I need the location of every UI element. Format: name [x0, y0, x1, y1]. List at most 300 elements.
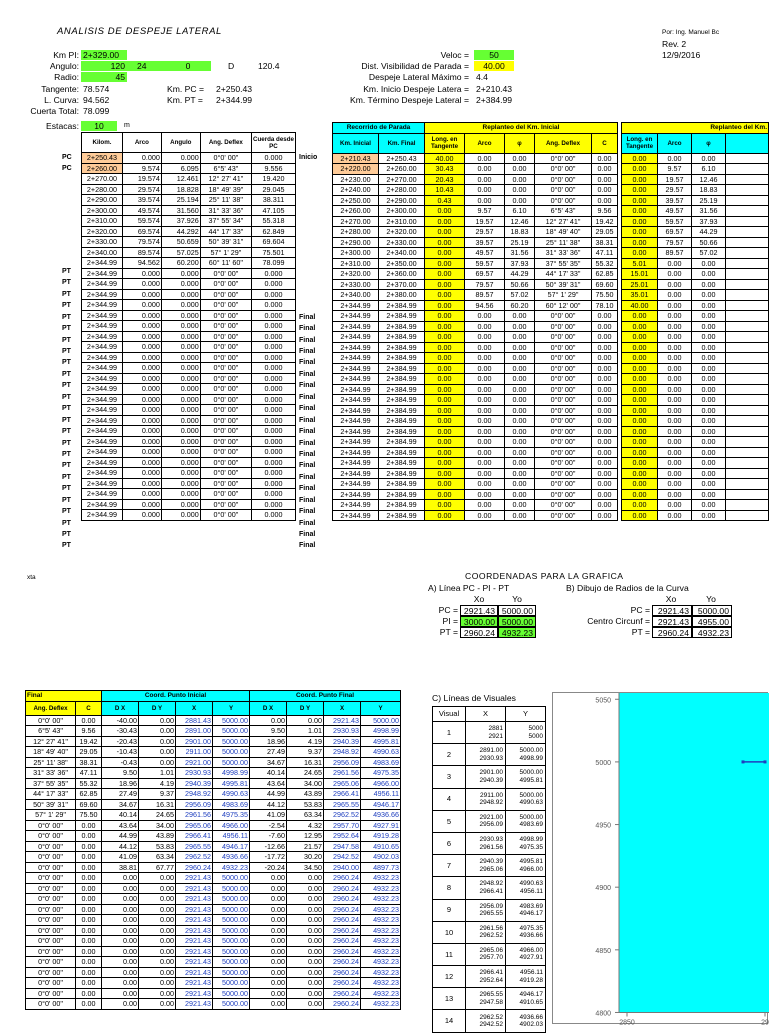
- table-cell: 0.00: [622, 510, 658, 521]
- visual-lines-coordinates-table: [25, 690, 401, 1010]
- table-cell: 60° 11' 60": [200, 258, 251, 269]
- table-cell: 5000.00: [213, 936, 250, 947]
- table-row: [333, 153, 425, 164]
- table-cell: 5000.00: [213, 915, 250, 926]
- table-cell: 60.20: [505, 300, 535, 311]
- x-start: 2891.00: [479, 747, 503, 755]
- table-cell: 0.00: [102, 957, 139, 968]
- column-header: Arco: [658, 133, 692, 153]
- column-header: Angulo: [161, 133, 200, 153]
- table-row: [82, 342, 296, 353]
- table-cell: 0.00: [622, 216, 658, 227]
- table-cell: 0.000: [161, 300, 200, 311]
- table-cell: 6°5' 43": [535, 206, 592, 217]
- table-cell: 25.194: [161, 195, 200, 206]
- table-cell: 0.00: [622, 416, 658, 427]
- table-row: [425, 416, 618, 427]
- table-row: [82, 226, 296, 237]
- point-label: PT: [62, 428, 71, 436]
- table-cell: 0.00: [287, 883, 324, 894]
- table-cell: 0.00: [76, 715, 102, 726]
- visual-y: [506, 988, 546, 1010]
- field-value[interactable]: 2+329.00: [81, 50, 127, 60]
- table-cell: 0°0' 00": [535, 353, 592, 364]
- table-cell: 43.89: [139, 831, 176, 842]
- table-cell: 0°0' 00": [535, 479, 592, 490]
- point-label: PC: [62, 153, 72, 161]
- table-cell: 2+344.99: [333, 353, 379, 364]
- table-cell: 2+340.00: [333, 290, 379, 301]
- table-cell: 0.00: [465, 311, 505, 322]
- table-cell: 2+300.00: [82, 205, 123, 216]
- table-cell: 59.574: [122, 216, 161, 227]
- clipped-cell: [726, 269, 769, 280]
- table-row: [26, 715, 401, 726]
- angle-seconds-field[interactable]: 0: [165, 61, 211, 71]
- table-cell: 0.000: [122, 415, 161, 426]
- table-cell: 6.10: [692, 164, 726, 175]
- table-cell: 0.00: [658, 353, 692, 364]
- table-cell: 0.00: [425, 258, 465, 269]
- visual-number: 6: [433, 832, 466, 854]
- table-cell: 2921.43: [176, 873, 213, 884]
- table-row: [622, 227, 769, 238]
- table-cell: 0.00: [505, 416, 535, 427]
- field-value[interactable]: 40.00: [474, 61, 514, 71]
- x-end: 2957.70: [479, 954, 503, 962]
- column-header: Km. Inicial: [333, 133, 379, 153]
- table-cell: 2+310.00: [82, 216, 123, 227]
- table-cell: 0.00: [465, 468, 505, 479]
- table-cell: 5000.00: [213, 715, 250, 726]
- table-cell: 0.00: [658, 342, 692, 353]
- table-cell: 5.01: [622, 258, 658, 269]
- table-cell: 6.10: [505, 206, 535, 217]
- table-cell: 25.19: [692, 195, 726, 206]
- table-cell: 0°0' 00": [535, 458, 592, 469]
- y-start: 5000.00: [519, 747, 543, 755]
- table-cell: 2+344.99: [82, 405, 123, 416]
- table-cell: 0.00: [505, 447, 535, 458]
- visual-number: 1: [433, 722, 466, 744]
- table-row: [82, 289, 296, 300]
- column-header: Y: [361, 701, 401, 715]
- clipped-cell: [726, 206, 769, 217]
- angle-minutes-field[interactable]: 24: [127, 61, 165, 71]
- x-end: 2952.64: [479, 976, 503, 984]
- table-row: [425, 269, 618, 280]
- coord-x: 3000.00: [460, 616, 498, 627]
- table-cell: 2921.43: [176, 904, 213, 915]
- table-header-row: [82, 133, 296, 153]
- table-cell: 0.00: [658, 489, 692, 500]
- table-row: [333, 321, 425, 332]
- table-cell: 0.00: [592, 500, 618, 511]
- field-label: Veloc =: [440, 50, 469, 60]
- clipped-cell: [726, 164, 769, 175]
- table-row: [622, 447, 769, 458]
- clipped-cell: [726, 248, 769, 259]
- table-cell: 2921.43: [176, 978, 213, 989]
- table-cell: 2+344.99: [333, 311, 379, 322]
- table-cell: 2+290.00: [82, 195, 123, 206]
- coord-y: 4955.00: [692, 616, 732, 627]
- table-cell: 0.000: [122, 321, 161, 332]
- table-cell: 69.60: [76, 799, 102, 810]
- table-row: [26, 841, 401, 852]
- table-cell: 2+240.00: [333, 185, 379, 196]
- table-row: [622, 248, 769, 259]
- table-cell: 0.00: [76, 831, 102, 842]
- table-cell: 27.49: [102, 789, 139, 800]
- clipped-cell: [726, 227, 769, 238]
- table-cell: 2+344.99: [82, 363, 123, 374]
- table-cell: 2+344.99: [333, 489, 379, 500]
- table-row: [26, 820, 401, 831]
- table-cell: 0.000: [122, 268, 161, 279]
- table-row: [425, 290, 618, 301]
- table-row: [425, 216, 618, 227]
- table-row: [82, 205, 296, 216]
- table-row: [26, 978, 401, 989]
- table-cell: 29.57: [465, 227, 505, 238]
- x-end: 2921: [488, 732, 503, 740]
- table-cell: 0.00: [692, 321, 726, 332]
- table-cell: 0.000: [161, 384, 200, 395]
- table-cell: 2962.52: [324, 810, 361, 821]
- table-cell: 2+384.99: [379, 416, 425, 427]
- visual-x: [466, 766, 506, 788]
- table-cell: 0.00: [425, 290, 465, 301]
- table-cell: 2952.64: [324, 831, 361, 842]
- table-row: [333, 479, 425, 490]
- table-cell: 0.00: [76, 999, 102, 1010]
- table-cell: 2+344.99: [333, 395, 379, 406]
- table-cell: 0.00: [658, 258, 692, 269]
- table-cell: 2+344.99: [82, 468, 123, 479]
- table-cell: 0.00: [465, 500, 505, 511]
- chart-area[interactable]: [552, 692, 769, 1027]
- table-cell: 0.000: [122, 289, 161, 300]
- field-value[interactable]: 10: [81, 121, 117, 131]
- table-cell: 0.00: [622, 384, 658, 395]
- table-cell: 0.00: [622, 174, 658, 185]
- table-cell: 0.00: [658, 363, 692, 374]
- table-cell: 0.00: [658, 479, 692, 490]
- table-header-row: [26, 701, 401, 715]
- table-cell: 34.50: [287, 862, 324, 873]
- table-cell: 24.65: [139, 810, 176, 821]
- table-row: [26, 894, 401, 905]
- table-cell: 0.000: [251, 342, 295, 353]
- x-end: 2961.56: [479, 843, 503, 851]
- stage-label: Final: [299, 519, 316, 527]
- table-cell: 0.000: [161, 279, 200, 290]
- visual-y: [506, 966, 546, 988]
- table-cell: 2+380.00: [379, 290, 425, 301]
- field-value[interactable]: 50: [474, 50, 514, 60]
- visual-y: [506, 943, 546, 965]
- table-cell: 0.00: [425, 395, 465, 406]
- table-cell: 4966.00: [361, 778, 401, 789]
- table-cell: 0°0' 00": [200, 510, 251, 521]
- visual-x: [466, 943, 506, 965]
- table-cell: 12.95: [287, 831, 324, 842]
- table-row: [333, 185, 425, 196]
- x-end: 2956.09: [479, 821, 503, 829]
- table-cell: 0.00: [505, 342, 535, 353]
- table-cell: 0.00: [139, 978, 176, 989]
- table-cell: 0.00: [592, 479, 618, 490]
- field-value[interactable]: 45: [81, 72, 127, 82]
- clipped-cell: [726, 510, 769, 521]
- table-cell: 19.42: [76, 736, 102, 747]
- table-cell: 2+344.99: [82, 268, 123, 279]
- clipped-cell: [726, 468, 769, 479]
- y-end: 4956.11: [519, 887, 543, 895]
- table-cell: 12° 27' 41": [26, 736, 76, 747]
- table-cell: 0.000: [161, 468, 200, 479]
- yo-header: Yo: [706, 594, 716, 604]
- table-cell: 40.00: [622, 300, 658, 311]
- table-row: [26, 988, 401, 999]
- table-cell: 29.05: [76, 747, 102, 758]
- y-start: 4936.66: [519, 1013, 543, 1021]
- table-cell: 0.00: [139, 747, 176, 758]
- table-row: [622, 363, 769, 374]
- stage-label: Final: [299, 336, 316, 344]
- point-label: PT: [62, 519, 71, 527]
- table-cell: 2921.43: [176, 883, 213, 894]
- stage-label: Final: [299, 393, 316, 401]
- table-cell: 0.00: [139, 999, 176, 1010]
- column-header: Arco: [465, 133, 505, 153]
- table-cell: 5000.00: [213, 946, 250, 957]
- clipped-text-fragment: xta: [27, 574, 36, 581]
- table-row: [622, 489, 769, 500]
- table-cell: 2+330.00: [379, 237, 425, 248]
- table-cell: 0.00: [250, 957, 287, 968]
- visual-x: [466, 722, 506, 744]
- table-cell: 0.00: [102, 967, 139, 978]
- table-cell: 0.00: [505, 426, 535, 437]
- table-cell: 4932.23: [361, 904, 401, 915]
- x-start: 2911.00: [479, 791, 503, 799]
- table-cell: 0°0' 00": [26, 936, 76, 947]
- x-start: 2930.93: [479, 836, 503, 844]
- table-cell: 0.00: [658, 300, 692, 311]
- table-row: [622, 479, 769, 490]
- table-cell: 0.00: [425, 321, 465, 332]
- column-header: Long. en Tangente: [425, 133, 465, 153]
- table-cell: 31.56: [505, 248, 535, 259]
- table-cell: 0.00: [465, 195, 505, 206]
- table-row: [622, 384, 769, 395]
- table-cell: 0.000: [161, 352, 200, 363]
- visual-number: 2: [433, 744, 466, 766]
- table-row: [622, 374, 769, 385]
- table-cell: 49.57: [465, 248, 505, 259]
- table-cell: 9.556: [251, 163, 295, 174]
- table-row: [82, 415, 296, 426]
- table-cell: 0.00: [692, 468, 726, 479]
- clipped-cell: [726, 195, 769, 206]
- table-cell: 0.00: [592, 405, 618, 416]
- table-cell: 0.00: [250, 873, 287, 884]
- table-cell: 0°0' 00": [26, 831, 76, 842]
- table-cell: 50° 39' 31": [26, 799, 76, 810]
- table-cell: 19.42: [592, 216, 618, 227]
- table-cell: 0.00: [692, 426, 726, 437]
- table-row: [333, 195, 425, 206]
- clipped-cell: [726, 332, 769, 343]
- table-cell: 0.00: [692, 311, 726, 322]
- field-label: Despeje Lateral Máximo =: [368, 72, 469, 82]
- clipped-cell: [726, 405, 769, 416]
- table-cell: 44.292: [161, 226, 200, 237]
- clipped-cell: [726, 489, 769, 500]
- table-cell: 0.00: [658, 269, 692, 280]
- visual-number: 9: [433, 899, 466, 921]
- table-cell: 2+384.99: [379, 458, 425, 469]
- table-cell: 2+344.99: [333, 321, 379, 332]
- table-cell: 55.32: [592, 258, 618, 269]
- table-cell: 41.09: [250, 810, 287, 821]
- table-row: [82, 216, 296, 227]
- table-cell: 4936.66: [213, 852, 250, 863]
- table-row: [333, 342, 425, 353]
- column-header: Y: [506, 707, 546, 722]
- table-row: [333, 384, 425, 395]
- visuales-title: C) Líneas de Visuales: [432, 693, 516, 703]
- table-cell: 0.000: [251, 331, 295, 342]
- table-cell: 0.00: [465, 174, 505, 185]
- stage-label: Final: [299, 313, 316, 321]
- table-cell: 0.00: [287, 925, 324, 936]
- table-cell: 0.00: [658, 279, 692, 290]
- table-cell: 0.00: [692, 405, 726, 416]
- stage-label: Inicio: [299, 153, 318, 161]
- table-row: [82, 384, 296, 395]
- table-cell: 0.00: [139, 715, 176, 726]
- table-cell: 0.00: [622, 353, 658, 364]
- table-cell: 5000.00: [213, 736, 250, 747]
- stopping-distance-table: [332, 122, 425, 521]
- table-cell: 0°0' 00": [200, 426, 251, 437]
- table-cell: 2+344.99: [82, 489, 123, 500]
- table-cell: 0.00: [139, 904, 176, 915]
- visual-row: [433, 722, 546, 744]
- table-cell: 0.000: [251, 468, 295, 479]
- table-row: [425, 426, 618, 437]
- table-cell: 0.000: [122, 279, 161, 290]
- field-value: 78.574: [83, 84, 110, 94]
- visual-x: [466, 810, 506, 832]
- y-end: 4902.03: [519, 1021, 543, 1029]
- table-row: [82, 394, 296, 405]
- field-label: L. Curva:: [44, 95, 79, 105]
- table-cell: 57° 1' 29": [200, 247, 251, 258]
- table-cell: 0.000: [251, 300, 295, 311]
- table-cell: 5000.00: [213, 988, 250, 999]
- visual-row: [433, 877, 546, 899]
- table-row: [425, 447, 618, 458]
- table-cell: 2940.39: [324, 736, 361, 747]
- table-cell: 4998.99: [213, 768, 250, 779]
- table-row: [333, 237, 425, 248]
- angle-degrees-field[interactable]: 120: [81, 61, 127, 71]
- field-label: Km PI:: [53, 50, 79, 60]
- table-cell: 0.00: [425, 437, 465, 448]
- table-cell: 0.00: [658, 311, 692, 322]
- point-label: PT: [62, 462, 71, 470]
- table-row: [622, 405, 769, 416]
- table-row: [82, 258, 296, 269]
- table-cell: 79.57: [658, 237, 692, 248]
- table-cell: 2+384.99: [379, 510, 425, 521]
- field-label: Angulo:: [49, 61, 79, 71]
- table-cell: 31° 33' 36": [26, 768, 76, 779]
- table-cell: 2+250.00: [333, 195, 379, 206]
- table-cell: 0.00: [250, 715, 287, 726]
- table-cell: 2+270.00: [333, 216, 379, 227]
- table-cell: 0.00: [465, 384, 505, 395]
- table-cell: -2.54: [250, 820, 287, 831]
- table-cell: 0.000: [251, 153, 295, 164]
- table-row: [622, 468, 769, 479]
- table-cell: 0.000: [251, 321, 295, 332]
- table-cell: 2+210.43: [333, 153, 379, 164]
- table-cell: 0.00: [658, 405, 692, 416]
- table-cell: 4975.35: [213, 810, 250, 821]
- table-cell: 0.00: [505, 510, 535, 521]
- y-start: 4946.17: [519, 991, 543, 999]
- field-value: 4.4: [476, 72, 488, 82]
- table-row: [82, 268, 296, 279]
- table-cell: 5000.00: [213, 747, 250, 758]
- table-cell: 0.000: [122, 499, 161, 510]
- table-cell: 0.00: [505, 195, 535, 206]
- table-cell: 2965.06: [176, 820, 213, 831]
- table-cell: 0.00: [287, 915, 324, 926]
- table-cell: 9.50: [102, 768, 139, 779]
- table-cell: 2+384.99: [379, 332, 425, 343]
- table-cell: 0.00: [622, 237, 658, 248]
- table-cell: 0°0' 00": [200, 457, 251, 468]
- table-cell: 57.025: [161, 247, 200, 258]
- table-cell: 0.00: [622, 479, 658, 490]
- table-cell: 2+344.99: [333, 405, 379, 416]
- coord-x: 2921.43: [460, 605, 498, 616]
- visual-number: 14: [433, 1010, 466, 1032]
- table-cell: 0.00: [505, 185, 535, 196]
- visual-row: [433, 943, 546, 965]
- y-tick-label: 5050: [595, 697, 611, 705]
- table-cell: 2966.41: [324, 789, 361, 800]
- table-cell: 57° 1' 29": [535, 290, 592, 301]
- table-cell: 0.00: [658, 426, 692, 437]
- table-cell: 4927.91: [361, 820, 401, 831]
- visual-number: 3: [433, 766, 466, 788]
- table-title: Coord. Punto Inicial: [102, 691, 250, 702]
- table-cell: 2+344.99: [82, 499, 123, 510]
- table-cell: 2962.52: [176, 852, 213, 863]
- table-cell: 0.00: [250, 978, 287, 989]
- table-row: [622, 353, 769, 364]
- table-cell: 0.00: [622, 185, 658, 196]
- table-cell: 0.00: [465, 353, 505, 364]
- table-cell: 0.00: [658, 384, 692, 395]
